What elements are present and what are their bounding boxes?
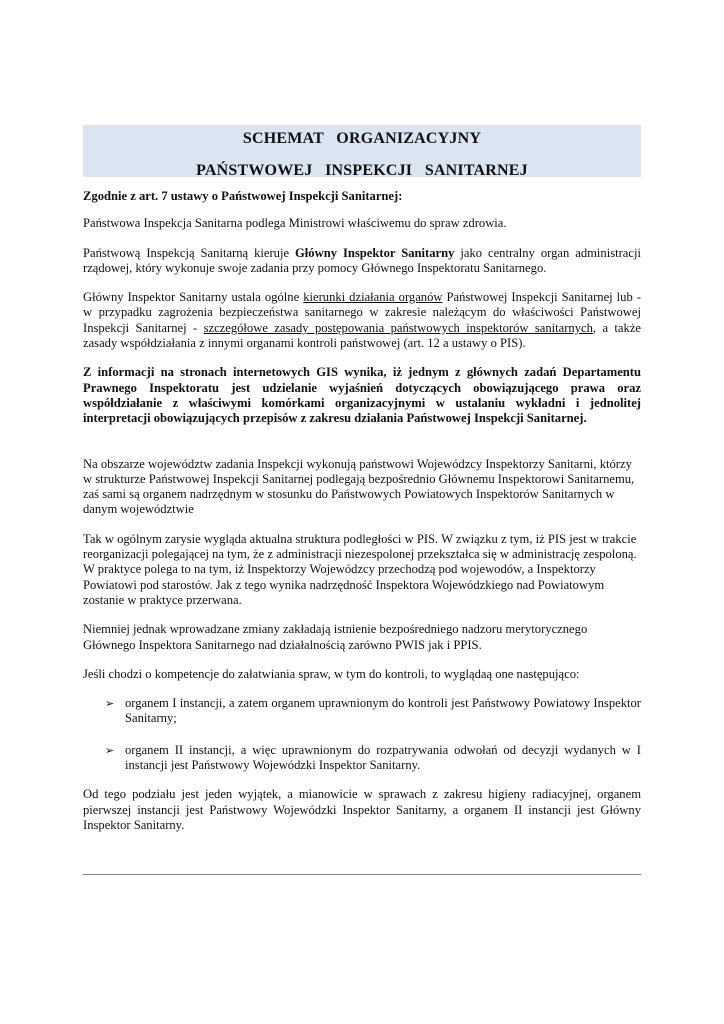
paragraph-directions bbox=[83, 290, 641, 351]
document-page bbox=[83, 125, 641, 833]
list-item-text: organem II instancji, a więc uprawnionym do rozpatrywania odwołań od decyzji wydanych w I instancji jest Państwowy Wojewódzki Inspektor Sanitarny. bbox=[125, 742, 641, 773]
paragraph-directions-text-3: , a także zasady współdziałania z innymi organami kontroli państwowej (art. 12 a ustawy o PIS). bbox=[83, 320, 641, 351]
paragraph-leadership-text-1: Państwową Inspekcją Sanitarną kieruje bbox=[83, 245, 296, 260]
paragraph-exception: Od tego podziału jest jeden wyjątek, a mianowicie w sprawach z zakresu higieny radiacyjnej, organem pierwszej instancji jest Państwowy Wojewódzki Inspektor Sanitarny, a organem II instancji jest Główny Inspektor Sanitarny. bbox=[83, 787, 641, 832]
legal-basis-heading: Zgodnie z art. 7 ustawy o Państwowej Inspekcji Sanitarnej: bbox=[83, 189, 403, 203]
paragraph-voivodeships: Na obszarze województw zadania Inspekcji wykonują państwowi Wojewódzcy Inspektorzy Sanitarni, którzy w strukturze Państwowej Inspekcji Sanitarnej podlegają bezpośrednio Głównemu Inspektorowi Sanitarnemu, zaś sami są organem nadrzędnym w stosunku do Państwowych Powiatowych Inspektorów Sanitarnych w danym województwie bbox=[83, 456, 635, 517]
paragraph-reorganization: Tak w ogólnym zarysie wygląda aktualna struktura podległości w PIS. W związku z tym, iż PIS jest w trakcie reorganizacji polegającej na tym, że z administracji niezespolonej przekształca się w administrację zespoloną. W praktyce polega to na tym, iż Inspektorzy Wojewódzcy przechodzą pod wojewodów, a Inspektorzy Powiatowi pod starostów. Jak z tego wynika nadrzędność Inspektora Wojewódzkiego nad Powiatowym zostanie w praktyce przerwana. bbox=[83, 531, 637, 607]
paragraph-supervision: Państwowa Inspekcja Sanitarna podlega Ministrowi właściwemu do spraw zdrowia. bbox=[83, 216, 507, 231]
title-banner bbox=[83, 125, 641, 177]
arrow-bullet-icon: ➢ bbox=[105, 697, 115, 711]
paragraph-gis-info: Z informacji na stronach internetowych GIS wynika, iż jednym z głównych zadań Departamentu Prawnego Inspektoratu jest udzielanie wyjaśnień dotyczących obowiązującego prawa oraz współdziałanie z właściwymi komórkami organizacyjnymi w ustalaniu wykładni i jednolitej interpretacji obowiązujących przepisów z zakresu działania Państwowej Inspekcji Sanitarnej. bbox=[83, 365, 641, 426]
title-line-1: SCHEMAT ORGANIZACYJNY bbox=[242, 130, 482, 147]
competences-list bbox=[83, 696, 641, 773]
bottom-divider bbox=[83, 874, 641, 875]
paragraph-directions-text-1: Główny Inspektor Sanitarny ustala ogólne bbox=[83, 290, 304, 305]
paragraph-competences: Jeśli chodzi o kompetencje do załatwiania spraw, w tym do kontroli, to wyglądaą one następująco: bbox=[83, 666, 580, 681]
list-item-text: organem I instancji, a zatem organem uprawnionym do kontroli jest Państwowy Powiatowy Inspektor Sanitarny; bbox=[125, 696, 641, 726]
underlined-detailed-rules: szczegółowe zasady postępowania państwowych inspektorów sanitarnych bbox=[203, 320, 593, 335]
list-item bbox=[83, 743, 641, 774]
paragraph-oversight: Niemniej jednak wprowadzane zmiany zakładają istnienie bezpośredniego nadzoru merytorycznego Głównego Inspektora Sanitarnego nad działalnością zarówno PWIS jak i PPIS. bbox=[83, 622, 588, 652]
arrow-bullet-icon: ➢ bbox=[105, 743, 115, 757]
paragraph-leadership bbox=[83, 246, 641, 277]
title-line-2: PAŃSTWOWEJ INSPEKCJI SANITARNEJ bbox=[196, 162, 528, 179]
paragraph-directions-text-2: Państwowej Inspekcji Sanitarnej lub - w przypadku zagrożenia bezpieczeństwa sanitarnego w zakresie należącym do właściwości Państwowej Inspekcji Sanitarnej - bbox=[83, 290, 641, 335]
underlined-directions: kierunki działania organów bbox=[303, 290, 443, 305]
paragraph-leadership-text-2: jako centralny organ administracji rządowej, który wykonuje swoje zadania przy pomocy Głównego Inspektoratu Sanitarnego. bbox=[83, 245, 641, 275]
chief-inspector-emphasis: Główny Inspektor Sanitarny bbox=[295, 245, 455, 260]
list-item bbox=[83, 696, 641, 727]
